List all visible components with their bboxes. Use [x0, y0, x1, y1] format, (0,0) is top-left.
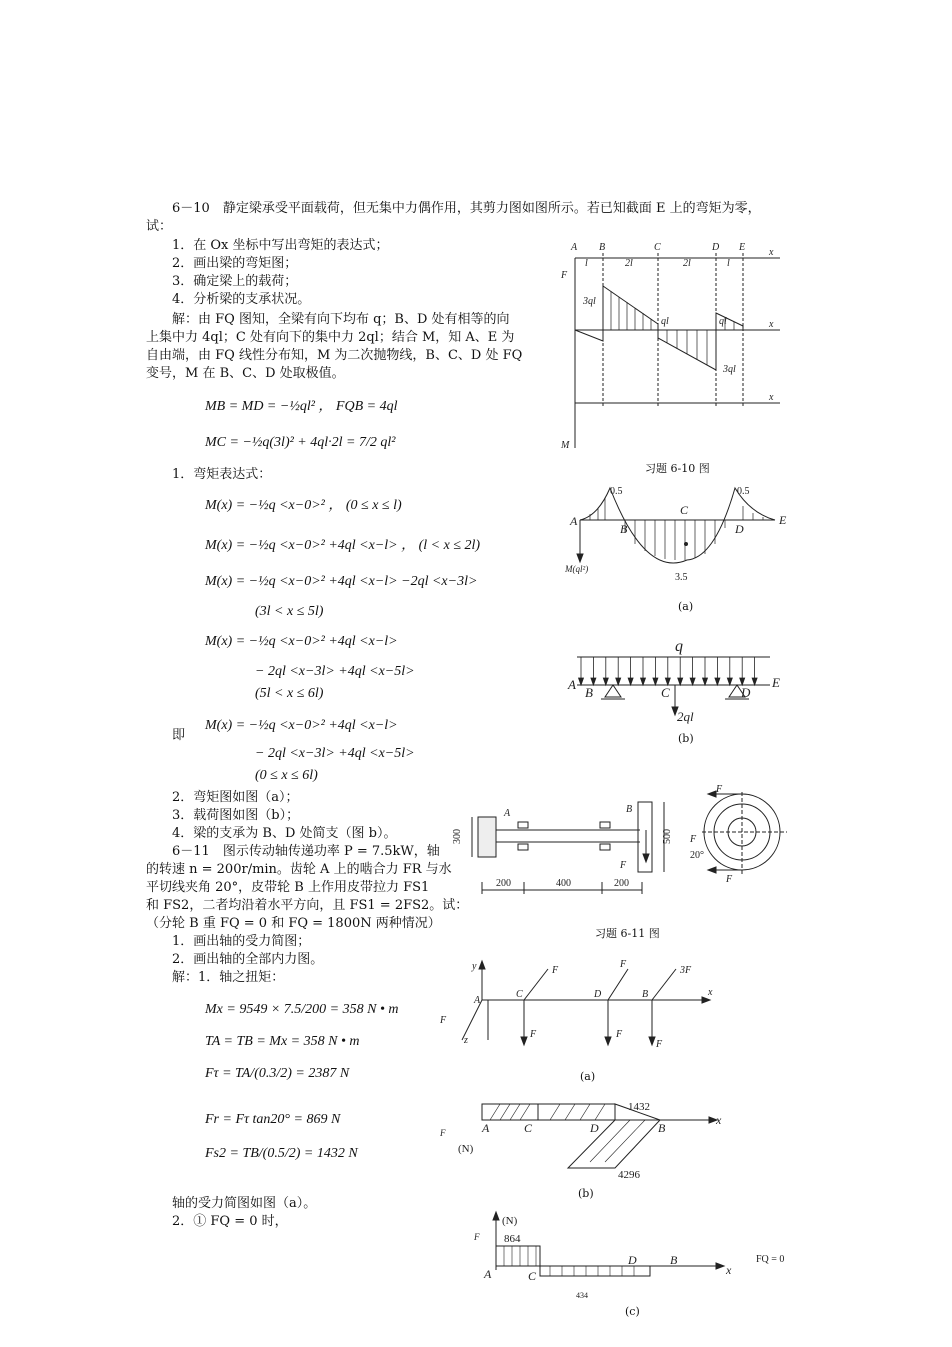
load-arrow-head: [616, 678, 621, 685]
svg-text:A: A: [474, 995, 481, 1006]
svg-text:A: A: [571, 242, 578, 253]
svg-text:0.5: 0.5: [610, 486, 623, 497]
p610-item-4: 4．分析梁的支承状况。: [172, 292, 311, 307]
svg-text:D: D: [712, 242, 720, 253]
p610-concl-4: 4．梁的支承为 B、D 处简支（图 b）。: [172, 826, 397, 841]
svg-text:C: C: [661, 685, 670, 700]
p611-tail-1: 轴的受力简图如图（a）。: [172, 1196, 317, 1211]
svg-text:F: F: [530, 1029, 537, 1040]
fig-6-10b-label: (b): [678, 732, 694, 745]
load-arrow-head: [665, 678, 670, 685]
svg-text:F: F: [690, 834, 697, 845]
svg-text:ql: ql: [661, 316, 669, 327]
p611-line-1: 6－11 图示传动轴传递功率 P = 7.5kW，轴: [172, 844, 440, 859]
svg-text:l: l: [585, 258, 588, 269]
svg-text:A: A: [570, 514, 578, 528]
svg-text:200: 200: [496, 878, 511, 889]
svg-text:F: F: [561, 270, 568, 281]
svg-text:F: F: [440, 1128, 446, 1138]
svg-text:F: F: [440, 1015, 447, 1026]
fig-6-11-shaft: [452, 782, 802, 922]
fig-6-10b-load-diagram: [565, 635, 795, 730]
p610-solution-2: 上集中力 4ql；C 处有向下的集中力 2ql；结合 M，知 A、E 为: [146, 330, 515, 345]
fig-6-10-shear-diagram: [555, 238, 790, 453]
svg-text:200: 200: [614, 878, 629, 889]
svg-text:300: 300: [452, 829, 463, 844]
p610-item-3: 3．确定梁上的载荷；: [172, 274, 298, 289]
p611-line-2: 的转速 n = 200r/min。齿轮 A 上的啮合力 FR 与水: [146, 862, 452, 877]
load-arrow-head: [678, 678, 683, 685]
load-arrow-head: [703, 678, 708, 685]
svg-text:3.5: 3.5: [675, 572, 688, 583]
svg-text:z: z: [464, 1035, 468, 1046]
p610-solution-3: 自由端，由 FQ 线性分布知，M 为二次抛物线，B、C、D 处 FQ: [146, 348, 523, 363]
svg-text:0.5: 0.5: [737, 486, 750, 497]
svg-text:FQ = 0: FQ = 0: [756, 1254, 785, 1265]
svg-text:2l: 2l: [683, 258, 691, 269]
load-arrow-head: [603, 678, 608, 685]
eq-m5b: − 2ql <x−3l> +4ql <x−5l>: [255, 746, 415, 761]
load-arrow-head: [715, 678, 720, 685]
svg-text:B: B: [658, 1121, 666, 1135]
svg-text:x: x: [769, 247, 774, 258]
svg-text:(N): (N): [458, 1143, 474, 1155]
p610-solution-4: 变号，M 在 B、C、D 处取极值。: [146, 366, 345, 381]
fig-6-10-caption: 习题 6-10 图: [645, 462, 710, 475]
fig-6-11c-shear-y: [470, 1210, 800, 1305]
eq-ta-tb: TA = TB = Mx = 358 N • m: [205, 1034, 360, 1049]
fig-6-10a-label: (a): [678, 600, 694, 613]
svg-text:F: F: [726, 874, 733, 885]
svg-text:E: E: [772, 675, 780, 690]
svg-text:F: F: [620, 959, 627, 970]
svg-text:x: x: [708, 987, 713, 998]
p610-intro-line2: 试：: [146, 219, 173, 234]
eq-ftau: Fτ = TA/(0.3/2) = 2387 N: [205, 1066, 350, 1081]
svg-text:(N): (N): [502, 1215, 518, 1227]
fig-6-10a-moment-diagram: [565, 478, 795, 588]
svg-text:2l: 2l: [625, 258, 633, 269]
eq-m2: M(x) = −½q <x−0>² +4ql <x−l> ， (l < x ≤ 2l): [205, 538, 481, 553]
svg-text:x: x: [726, 1263, 732, 1277]
svg-text:4296: 4296: [618, 1169, 640, 1181]
eq-m4b: − 2ql <x−3l> +4ql <x−5l>: [255, 664, 415, 679]
svg-text:3ql: 3ql: [723, 364, 736, 375]
eq-fr: Fr = Fτ tan20° = 869 N: [205, 1112, 341, 1127]
p611-line-7: 2．画出轴的全部内力图。: [172, 952, 324, 967]
load-arrow-head: [591, 678, 596, 685]
p611-line-3: 平切线夹角 20°，皮带轮 B 上作用皮带拉力 FS1: [146, 880, 430, 895]
svg-text:D: D: [735, 522, 744, 536]
p610-item-1: 1．在 Ox 坐标中写出弯矩的表达式；: [172, 238, 389, 253]
svg-text:D: D: [628, 1253, 637, 1267]
svg-text:3F: 3F: [680, 965, 692, 976]
fig-6-11b-label: (b): [578, 1187, 594, 1200]
svg-text:M: M: [561, 440, 570, 451]
svg-text:20°: 20°: [690, 850, 704, 861]
p611-line-8: 解：1．轴之扭矩：: [172, 970, 285, 985]
svg-text:2ql: 2ql: [677, 709, 694, 724]
svg-text:C: C: [654, 242, 661, 253]
svg-text:A: A: [482, 1121, 490, 1135]
p610-concl-2: 2．弯矩图如图（a）；: [172, 790, 299, 805]
load-arrow-head: [628, 678, 633, 685]
fig-6-11b-shear-z: [440, 1100, 730, 1195]
load-arrow-head: [727, 678, 732, 685]
svg-text:D: D: [594, 989, 602, 1000]
svg-text:B: B: [585, 685, 593, 700]
svg-text:3ql: 3ql: [583, 296, 596, 307]
fig-6-11c-label: (c): [625, 1305, 640, 1318]
p610-solution-1: 解：由 FQ 图知，全梁有向下均布 q；B、D 处有相等的向: [172, 312, 510, 327]
svg-text:F: F: [474, 1232, 480, 1242]
svg-text:y: y: [472, 961, 477, 972]
p611-line-5: （分轮 B 重 FQ = 0 和 FQ = 1800N 两种情况）: [146, 916, 441, 931]
svg-text:B: B: [620, 522, 628, 536]
eq-m3: M(x) = −½q <x−0>² +4ql <x−l> −2ql <x−3l>: [205, 574, 478, 589]
p610-item-2: 2．画出梁的弯矩图；: [172, 256, 298, 271]
svg-text:B: B: [599, 242, 606, 253]
svg-text:l: l: [727, 258, 730, 269]
svg-text:864: 864: [504, 1233, 521, 1245]
p610-heading-1: 1．弯矩表达式：: [172, 467, 272, 482]
load-arrow-head: [752, 678, 757, 685]
eq-mb-md: MB = MD = −½ql² ， FQB = 4ql: [205, 399, 398, 414]
p611-line-4: 和 FS2，二者均沿着水平方向，且 FS1 = 2FS2。试：: [146, 898, 469, 913]
p610-ji: 即: [172, 728, 186, 743]
svg-text:F: F: [656, 1039, 663, 1050]
svg-text:ql: ql: [719, 316, 727, 327]
svg-text:434: 434: [576, 1291, 588, 1300]
svg-text:D: D: [741, 685, 751, 700]
svg-text:1432: 1432: [628, 1101, 650, 1113]
fig-6-11-caption: 习题 6-11 图: [595, 927, 660, 940]
eq-m3-range: (3l < x ≤ 5l): [255, 604, 324, 619]
eq-mc: MC = −½q(3l)² + 4ql·2l = 7/2 ql²: [205, 435, 396, 450]
svg-text:A: A: [568, 677, 576, 692]
svg-text:x: x: [769, 319, 774, 330]
eq-mx: Mx = 9549 × 7.5/200 = 358 N • m: [205, 1002, 399, 1017]
svg-text:E: E: [739, 242, 746, 253]
eq-m5a: M(x) = −½q <x−0>² +4ql <x−l>: [205, 718, 398, 733]
load-arrow-head: [653, 678, 658, 685]
svg-text:C: C: [680, 503, 689, 517]
svg-text:F: F: [620, 860, 627, 871]
svg-text:C: C: [528, 1269, 537, 1283]
svg-text:F: F: [716, 784, 723, 795]
svg-text:500: 500: [662, 829, 673, 844]
eq-m4a: M(x) = −½q <x−0>² +4ql <x−l>: [205, 634, 398, 649]
svg-text:B: B: [642, 989, 649, 1000]
svg-text:B: B: [670, 1253, 678, 1267]
p610-concl-3: 3．载荷图如图（b）；: [172, 808, 300, 823]
eq-m5-range: (0 ≤ x ≤ 6l): [255, 768, 318, 783]
svg-text:A: A: [484, 1267, 492, 1281]
eq-m4-range: (5l < x ≤ 6l): [255, 686, 324, 701]
svg-text:M(ql²): M(ql²): [565, 564, 589, 574]
svg-text:x: x: [769, 392, 774, 403]
p611-line-6: 1．画出轴的受力简图；: [172, 934, 311, 949]
p611-tail-2: 2．① FQ = 0 时，: [172, 1214, 288, 1229]
svg-text:B: B: [626, 804, 633, 815]
eq-m1: M(x) = −½q <x−0>² ， (0 ≤ x ≤ l): [205, 498, 402, 513]
svg-text:C: C: [516, 989, 523, 1000]
fig-6-11a-force-diagram: [440, 955, 720, 1055]
svg-text:F: F: [552, 965, 559, 976]
svg-text:A: A: [504, 808, 511, 819]
svg-text:x: x: [716, 1113, 722, 1127]
load-arrow-head: [641, 678, 646, 685]
svg-text:E: E: [779, 513, 787, 527]
fig-6-11a-label: (a): [580, 1070, 596, 1083]
svg-text:400: 400: [556, 878, 571, 889]
svg-text:C: C: [524, 1121, 533, 1135]
load-arrow-head: [579, 678, 584, 685]
svg-text:F: F: [616, 1029, 623, 1040]
eq-fs2: Fs2 = TB/(0.5/2) = 1432 N: [205, 1146, 358, 1161]
load-arrow-head: [690, 678, 695, 685]
p610-intro-line1: 6－10 静定梁承受平面载荷，但无集中力偶作用，其剪力图如图所示。若已知截面 E 上的弯矩为零，: [172, 201, 761, 216]
load-arrow-head: [740, 678, 745, 685]
svg-text:D: D: [590, 1121, 599, 1135]
svg-text:q: q: [675, 638, 683, 655]
